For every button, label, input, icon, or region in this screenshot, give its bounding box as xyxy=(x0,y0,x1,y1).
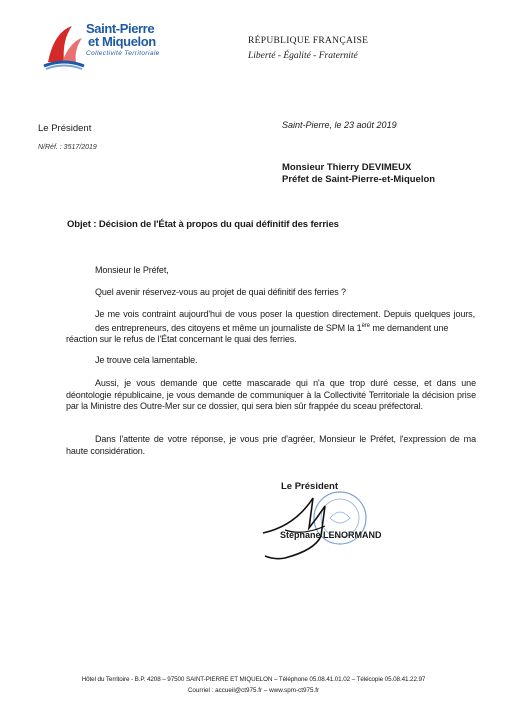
republic-header: RÉPUBLIQUE FRANÇAISE xyxy=(248,36,369,46)
paragraph-1-part-c: réaction sur le refus de l'État concernant le quai des ferries. xyxy=(66,334,297,344)
paragraph-1-superscript: ère xyxy=(361,322,370,329)
recipient-block xyxy=(282,162,435,186)
signatory-name: Stéphane LENORMAND xyxy=(280,530,382,540)
footer-contact: Courriel : accueil@ct975.fr – www.spm-ct975.fr xyxy=(187,687,320,694)
paragraph-3-text: Aussi, je vous demande que cette mascarade qui n'a que trop duré cesse, et dans une déontologie républicaine, je vous demande de communiquer à la Collectivité Territoriale la décision prise par la Ministre des Outre-Mer sur ce dossier, qui sera bien sûr frappée du sceau préfectoral. xyxy=(66,378,476,411)
opening-question: Quel avenir réservez-vous au projet de quai définitif des ferries ? xyxy=(95,287,346,297)
signature-stamp-graphic xyxy=(255,488,395,568)
signature-title: Le Président xyxy=(281,481,339,492)
subject-line: Objet : Décision de l'État à propos du quai définitif des ferries xyxy=(67,219,339,230)
republic-motto: Liberté - Égalité - Fraternité xyxy=(248,51,358,61)
recipient-role: Préfet de Saint-Pierre-et-Miquelon xyxy=(282,174,436,185)
logo-line-3: Collectivité Territoriale xyxy=(86,50,160,57)
logo-line-1: Saint-Pierre xyxy=(86,21,155,36)
paragraph-1-part-b: me demandent une xyxy=(369,322,449,333)
logo-emblem-icon xyxy=(42,22,86,70)
sender-title: Le Président xyxy=(38,123,92,134)
footer-address: Hôtel du Territoire - B.P. 4208 – 97500 SAINT-PIERRE ET MIQUELON – Téléphone 05.08.41.01.02 – Télécopie 05.08.41.22.97 xyxy=(81,676,426,683)
reference-number: N/Réf. : 3517/2019 xyxy=(38,144,97,151)
paragraph-4 xyxy=(66,434,476,457)
paragraph-2: Je trouve cela lamentable. xyxy=(95,355,198,365)
paragraph-1 xyxy=(66,309,475,346)
paragraph-1-part-a: Je me vois contraint aujourd'hui de vous poser la question directement. Depuis quelques jours, des entrepreneurs, des citoyens et même un journaliste de SPM la 1 xyxy=(95,309,475,333)
letter-date: Saint-Pierre, le 23 août 2019 xyxy=(282,120,397,130)
salutation: Monsieur le Préfet, xyxy=(95,265,169,275)
collectivite-logo xyxy=(42,22,182,72)
recipient-name: Monsieur Thierry DEVIMEUX xyxy=(282,162,412,173)
paragraph-4-text: Dans l'attente de votre réponse, je vous prie d'agréer, Monsieur le Préfet, l'expression de ma haute considération. xyxy=(66,434,476,456)
logo-line-2: et Miquelon xyxy=(88,34,156,49)
paragraph-3 xyxy=(66,378,476,413)
